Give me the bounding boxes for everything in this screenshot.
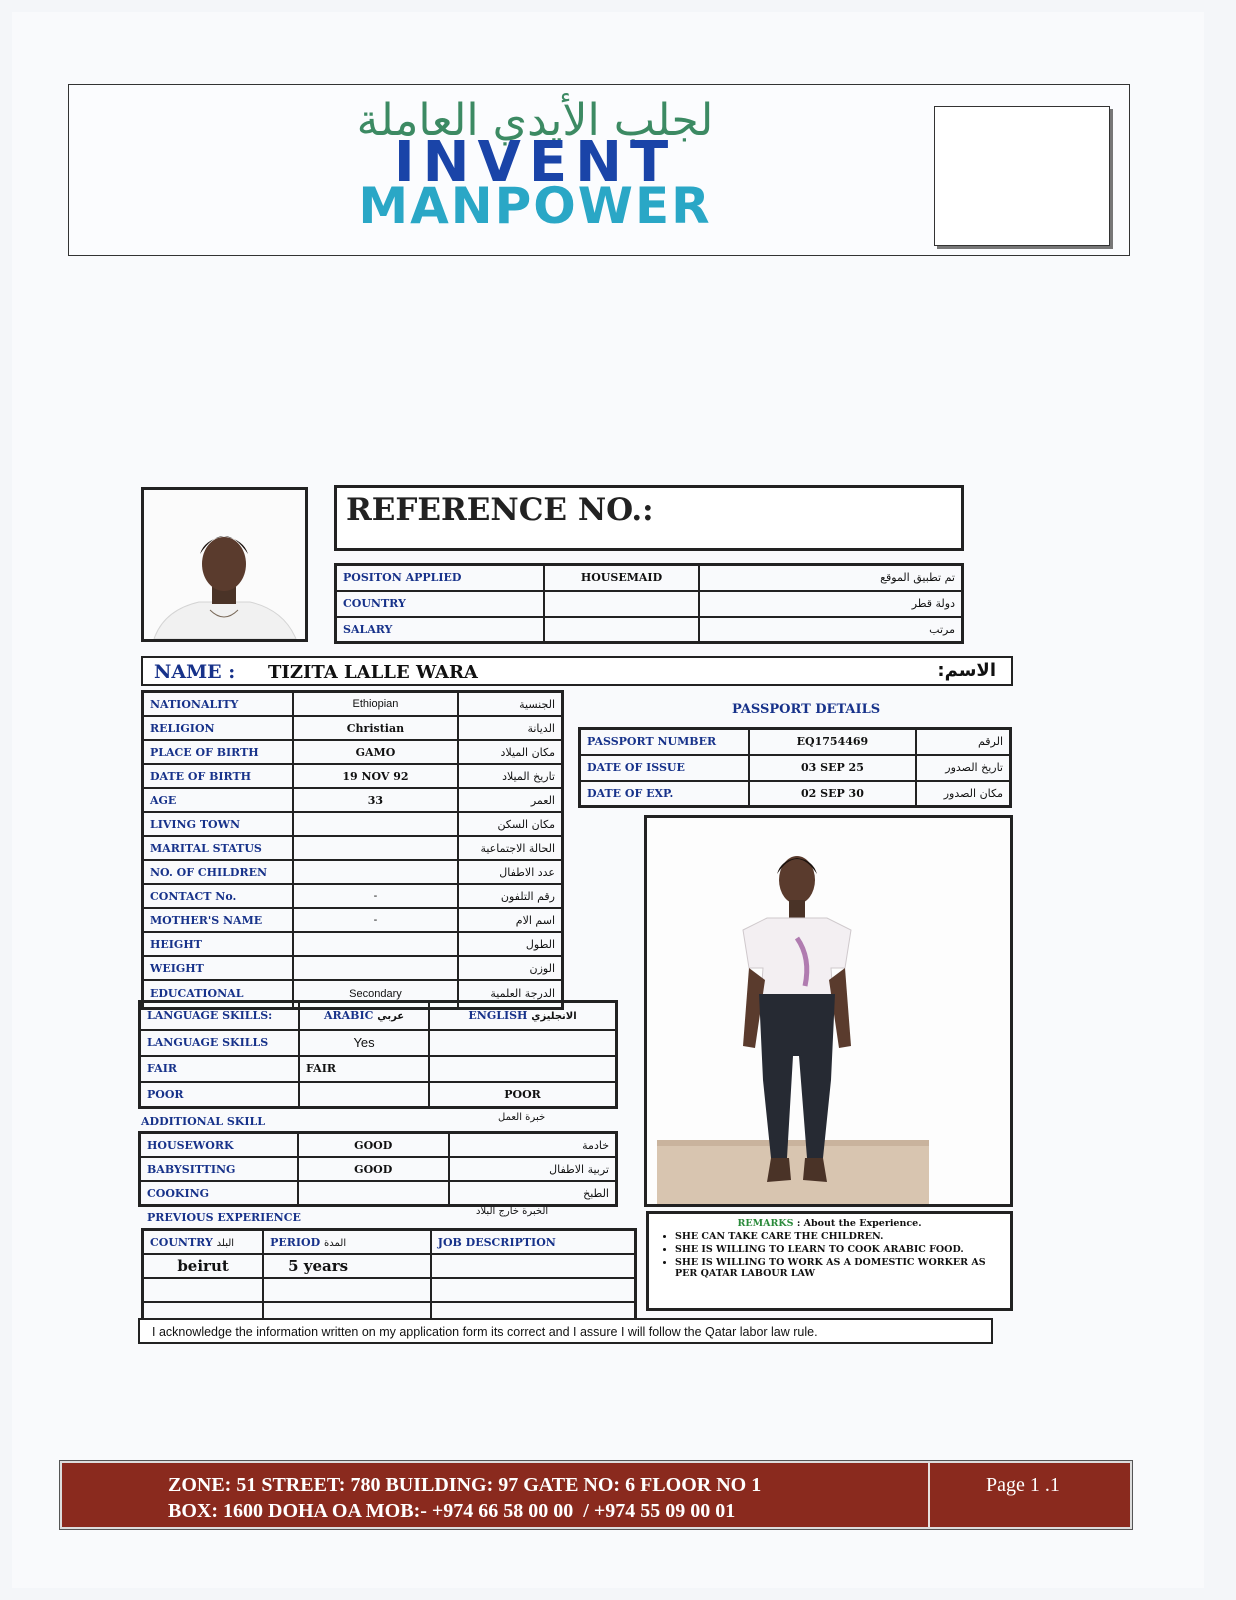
table-row: [143, 908, 563, 932]
additional-skill-title: ADDITIONAL SKILL: [141, 1115, 265, 1128]
experience-job: [431, 1278, 636, 1302]
personal-field-label: CONTACT No.: [143, 884, 294, 908]
table-row: [336, 565, 963, 591]
housework-label: HOUSEWORK: [140, 1133, 298, 1158]
job-description-header: JOB DESCRIPTION: [431, 1230, 636, 1255]
cooking-value: [298, 1181, 449, 1206]
language-row-label: POOR: [140, 1082, 300, 1108]
personal-field-label: NO. OF CHILDREN: [143, 860, 294, 884]
logo-invent-text: INVENT: [393, 130, 677, 195]
personal-field-label-ar: اسم الام: [458, 908, 563, 932]
additional-skill-table: [138, 1131, 618, 1207]
language-skills-table: [138, 1000, 618, 1109]
personal-field-label: HEIGHT: [143, 932, 294, 956]
date-of-exp-value: 02 SEP 30: [749, 781, 916, 807]
arabic-value: [299, 1082, 429, 1108]
personal-field-value: [293, 812, 458, 836]
stamp-box: [934, 106, 1110, 246]
language-row-label: FAIR: [140, 1056, 300, 1082]
cooking-label: COOKING: [140, 1181, 298, 1206]
personal-field-label-ar: الحالة الاجتماعية: [458, 836, 563, 860]
babysitting-value: GOOD: [298, 1157, 449, 1181]
name-label-ar: الاسم:: [937, 660, 996, 681]
personal-field-label-ar: العمر: [458, 788, 563, 812]
personal-field-value: 19 NOV 92: [293, 764, 458, 788]
period-header: [263, 1230, 431, 1255]
acknowledgement-statement: I acknowledge the information written on my application form its correct and I assure I will follow the Qatar labor law rule.: [138, 1318, 993, 1344]
table-row: [143, 884, 563, 908]
period-header-ar: المدة: [324, 1237, 347, 1249]
experience-country: beirut: [143, 1254, 264, 1278]
personal-field-label-ar: رقم التلفون: [458, 884, 563, 908]
table-row: [140, 1030, 617, 1056]
table-row: [143, 1254, 636, 1278]
position-label: POSITON APPLIED: [336, 565, 544, 591]
language-header-label: LANGUAGE SKILLS:: [140, 1002, 300, 1030]
table-row: [580, 729, 1011, 755]
portrait-photo: [141, 487, 308, 642]
previous-experience-table: [141, 1228, 637, 1328]
table-row: [140, 1056, 617, 1082]
table-row: [580, 781, 1011, 807]
list-item: • SHE IS WILLING TO LEARN TO COOK ARABIC FOOD.: [675, 1244, 1002, 1255]
personal-field-label-ar: تاريخ الميلاد: [458, 764, 563, 788]
english-value: [429, 1056, 616, 1082]
arabic-header: [299, 1002, 429, 1030]
personal-field-value: [293, 860, 458, 884]
table-row: [143, 860, 563, 884]
date-of-exp-label: DATE OF EXP.: [580, 781, 749, 807]
table-row: [336, 591, 963, 617]
table-row: [143, 764, 563, 788]
personal-field-label: DATE OF BIRTH: [143, 764, 294, 788]
footer-address-line1: ZONE: 51 STREET: 780 BUILDING: 97 GATE NO: 6 FLOOR NO 1: [168, 1474, 762, 1496]
personal-field-label-ar: عدد الاطفال: [458, 860, 563, 884]
english-header-ar: الانجليزي: [531, 1011, 577, 1023]
country-header-ar: البلد: [216, 1237, 235, 1249]
personal-field-label: MARITAL STATUS: [143, 836, 294, 860]
remarks-title: [657, 1218, 1002, 1229]
reference-label: REFERENCE NO.:: [346, 492, 654, 528]
remarks-subtitle: : About the Experience.: [796, 1218, 922, 1229]
date-of-issue-label: DATE OF ISSUE: [580, 755, 749, 781]
table-row: [336, 617, 963, 643]
salary-value: [544, 617, 699, 643]
portrait-illustration: [144, 490, 305, 639]
date-of-exp-label-ar: مكان الصدور: [916, 781, 1011, 807]
personal-field-value: -: [293, 884, 458, 908]
logo-arabic-text: لجلب الأيدي العاملة: [356, 95, 714, 146]
experience-period: [263, 1278, 431, 1302]
table-row: [140, 1082, 617, 1108]
table-row: [143, 812, 563, 836]
english-value: POOR: [429, 1082, 616, 1108]
list-item: • SHE IS WILLING TO WORK AS A DOMESTIC WORKER AS PER QATAR LABOUR LAW: [675, 1257, 1002, 1279]
personal-field-label: LIVING TOWN: [143, 812, 294, 836]
personal-field-label-ar: مكان الميلاد: [458, 740, 563, 764]
personal-field-label-ar: مكان السكن: [458, 812, 563, 836]
personal-field-label: NATIONALITY: [143, 692, 294, 717]
table-row: [580, 755, 1011, 781]
position-value: HOUSEMAID: [544, 565, 699, 591]
table-row: [143, 788, 563, 812]
cooking-label-ar: الطبخ: [449, 1181, 617, 1206]
personal-field-label: WEIGHT: [143, 956, 294, 980]
table-row: [140, 1133, 617, 1158]
page-number: Page 1 .1: [986, 1474, 1060, 1496]
additional-skill-title-ar: خبرة العمل: [498, 1112, 546, 1123]
english-value: [429, 1030, 616, 1056]
personal-field-value: [293, 956, 458, 980]
period-header-label: PERIOD: [270, 1235, 321, 1249]
personal-field-value: GAMO: [293, 740, 458, 764]
country-value: [544, 591, 699, 617]
personal-details-table: [141, 690, 564, 1010]
date-of-issue-value: 03 SEP 25: [749, 755, 916, 781]
table-row: [143, 692, 563, 717]
footer-divider: [928, 1463, 930, 1527]
personal-field-label: PLACE OF BIRTH: [143, 740, 294, 764]
list-item: • SHE CAN TAKE CARE THE CHILDREN.: [675, 1231, 1002, 1242]
passport-number-label-ar: الرقم: [916, 729, 1011, 755]
table-row: [143, 716, 563, 740]
personal-field-value: Secondary: [293, 980, 458, 1008]
personal-field-label-ar: الوزن: [458, 956, 563, 980]
personal-field-label-ar: الديانة: [458, 716, 563, 740]
experience-country: [143, 1278, 264, 1302]
remarks-list: [657, 1231, 1002, 1279]
passport-number-label: PASSPORT NUMBER: [580, 729, 749, 755]
position-label-ar: تم تطبيق الموقع: [699, 565, 962, 591]
table-row: [140, 1002, 617, 1030]
personal-field-label: EDUCATIONAL: [143, 980, 294, 1008]
personal-field-value: 33: [293, 788, 458, 812]
footer-address-line2: BOX: 1600 DOHA OA MOB:- +974 66 58 00 00 / +974 55 09 00 01: [168, 1500, 736, 1522]
previous-experience-title-ar: الخبرة خارج البلاد: [476, 1206, 549, 1217]
personal-field-value: [293, 932, 458, 956]
housework-value: GOOD: [298, 1133, 449, 1158]
personal-field-label: AGE: [143, 788, 294, 812]
salary-label-ar: مرتب: [699, 617, 962, 643]
logo-manpower-text: MANPOWER: [358, 177, 712, 235]
passport-table: [578, 727, 1012, 808]
experience-job: [431, 1254, 636, 1278]
position-table: [334, 563, 964, 644]
babysitting-label-ar: تربية الاطفال: [449, 1157, 617, 1181]
passport-title: PASSPORT DETAILS: [732, 702, 881, 717]
remarks-keyword: REMARKS: [737, 1218, 794, 1229]
table-row: [143, 740, 563, 764]
country-label: COUNTRY: [336, 591, 544, 617]
full-body-photo: [644, 815, 1013, 1207]
babysitting-label: BABYSITTING: [140, 1157, 298, 1181]
date-of-issue-label-ar: تاريخ الصدور: [916, 755, 1011, 781]
personal-field-label-ar: الجنسية: [458, 692, 563, 717]
language-row-label: LANGUAGE SKILLS: [140, 1030, 300, 1056]
footer-address: [168, 1472, 761, 1524]
table-row: [143, 932, 563, 956]
applicant-name: TIZITA LALLE WARA: [268, 662, 478, 683]
name-label: NAME :: [154, 661, 236, 683]
table-row: [143, 1230, 636, 1255]
personal-field-label-ar: الطول: [458, 932, 563, 956]
country-header-label: COUNTRY: [150, 1235, 213, 1249]
table-row: [143, 956, 563, 980]
personal-field-value: Christian: [293, 716, 458, 740]
full-body-illustration: [647, 818, 1010, 1204]
personal-field-label: MOTHER'S NAME: [143, 908, 294, 932]
arabic-value: FAIR: [299, 1056, 429, 1082]
personal-field-value: -: [293, 908, 458, 932]
english-header: [429, 1002, 616, 1030]
salary-label: SALARY: [336, 617, 544, 643]
table-row: [143, 1278, 636, 1302]
remarks-box: [646, 1211, 1013, 1311]
table-row: [140, 1157, 617, 1181]
country-header: [143, 1230, 264, 1255]
personal-field-label: RELIGION: [143, 716, 294, 740]
passport-number-value: EQ1754469: [749, 729, 916, 755]
arabic-value: Yes: [299, 1030, 429, 1056]
personal-field-value: Ethiopian: [293, 692, 458, 717]
personal-field-label-ar: الدرجة العلمية: [458, 980, 563, 1008]
previous-experience-title: PREVIOUS EXPERIENCE: [147, 1211, 301, 1224]
table-row: [143, 836, 563, 860]
table-row: [140, 1181, 617, 1206]
arabic-header-label: ARABIC: [323, 1009, 374, 1023]
experience-period: 5 years: [263, 1254, 431, 1278]
housework-label-ar: خادمة: [449, 1133, 617, 1158]
country-label-ar: دولة قطر: [699, 591, 962, 617]
personal-field-value: [293, 836, 458, 860]
arabic-header-ar: عربي: [377, 1011, 405, 1023]
english-header-label: ENGLISH: [468, 1009, 528, 1023]
